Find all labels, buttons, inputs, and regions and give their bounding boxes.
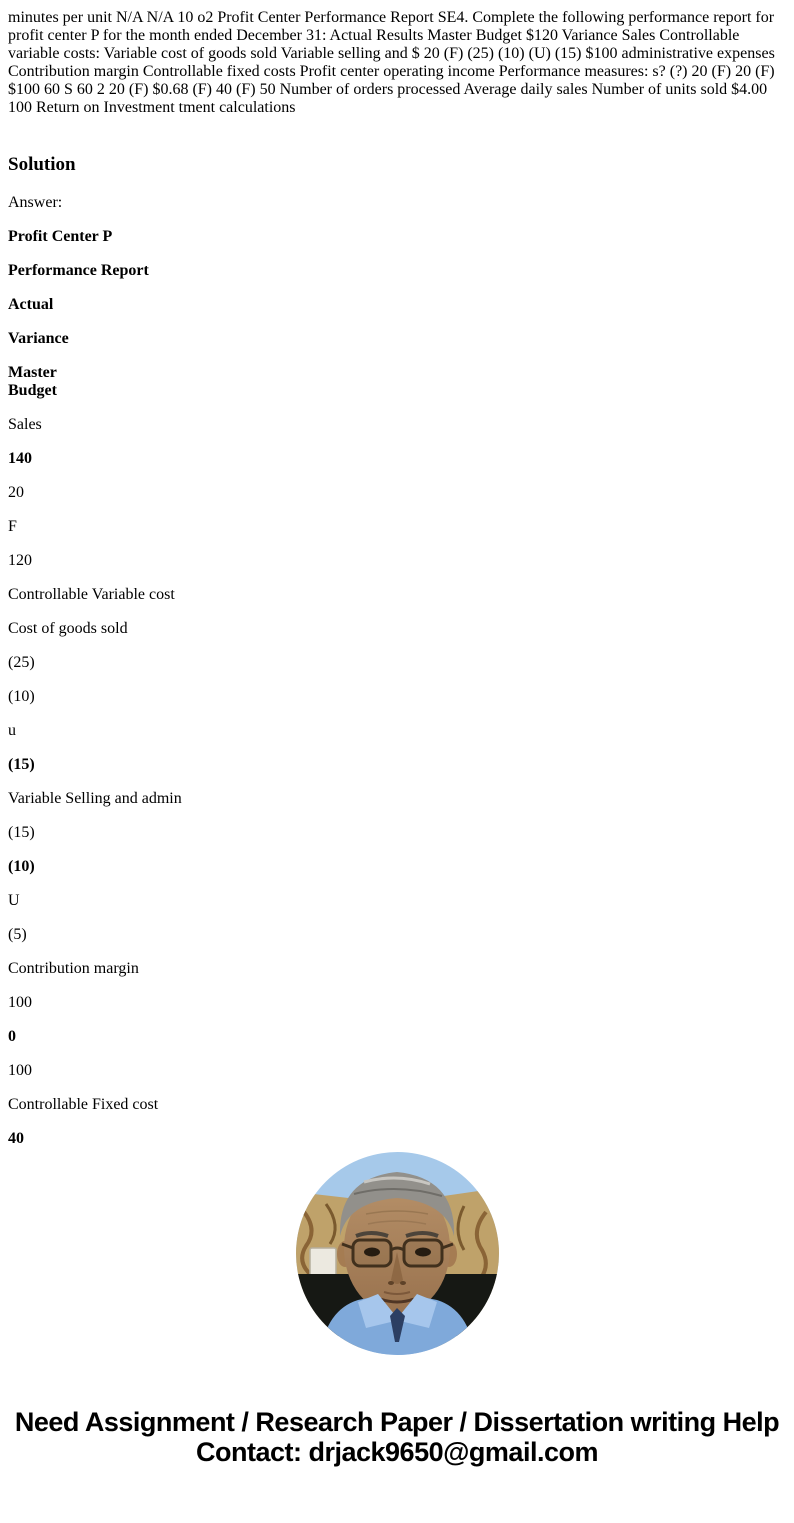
- solution-line: 140: [8, 450, 32, 467]
- solution-line: 100: [8, 994, 32, 1011]
- glasses-left-lens: [353, 1240, 391, 1266]
- solution-line: Profit Center P: [8, 228, 113, 245]
- solution-line: Controllable Variable cost: [8, 586, 175, 603]
- solution-line: (5): [8, 926, 27, 943]
- tutor-photo-illustration: [296, 1152, 499, 1355]
- solution-line: Contribution margin: [8, 960, 139, 977]
- solution-line: 0: [8, 1028, 16, 1045]
- solution-line: F: [8, 518, 17, 535]
- solution-line: Controllable Fixed cost: [8, 1096, 159, 1113]
- solution-line: 20: [8, 484, 24, 501]
- solution-line: Sales: [8, 416, 42, 433]
- solution-line: Actual: [8, 296, 54, 313]
- solution-line: (15): [8, 756, 35, 773]
- solution-line: Variance: [8, 330, 69, 347]
- solution-line: (10): [8, 858, 35, 875]
- solution-line: (25): [8, 654, 35, 671]
- question-paragraph: minutes per unit N/A N/A 10 o2 Profit Center Performance Report SE4. Complete the following performance report for profit center P for the month ended December 31: Actual Results Master Budget $120 Variance Sales Controllable variable costs: Variable cost of goods sold Variable selling and $ 20 (F) (25) (10) (U) (15) $100 administrative expenses Contribution margin Controllable fixed costs Profit center operating income Performance measures: s? (?) 20 (F) 20 (F) $100 60 S 60 2 20 (F) $0.68 (F) 40 (F) 50 Number of orders processed Average daily sales Number of units sold $4.00 100 Return on Investment tment calculations: [8, 9, 775, 116]
- solution-heading: Solution: [8, 154, 76, 175]
- solution-line: U: [8, 892, 20, 909]
- promo-contact-email: Contact: drjack9650@gmail.com: [196, 1437, 598, 1467]
- solution-line: Cost of goods sold: [8, 620, 128, 637]
- solution-line: 100: [8, 1062, 32, 1079]
- solution-lines: [8, 228, 786, 1148]
- glasses-right-lens: [404, 1240, 442, 1266]
- solution-line: (15): [8, 824, 35, 841]
- solution-line: u: [8, 722, 16, 739]
- answer-label: Answer:: [8, 194, 63, 211]
- solution-line: Master Budget: [8, 364, 57, 399]
- solution-line: 120: [8, 552, 32, 569]
- solution-line: Performance Report: [8, 262, 149, 279]
- tutor-avatar: [296, 1152, 499, 1355]
- promo-help-text: Need Assignment / Research Paper / Dissertation writing Help: [14, 1407, 780, 1437]
- solution-line: 40: [8, 1130, 24, 1147]
- solution-line: Variable Selling and admin: [8, 790, 182, 807]
- solution-line: (10): [8, 688, 35, 705]
- promo-footer: [0, 1407, 794, 1493]
